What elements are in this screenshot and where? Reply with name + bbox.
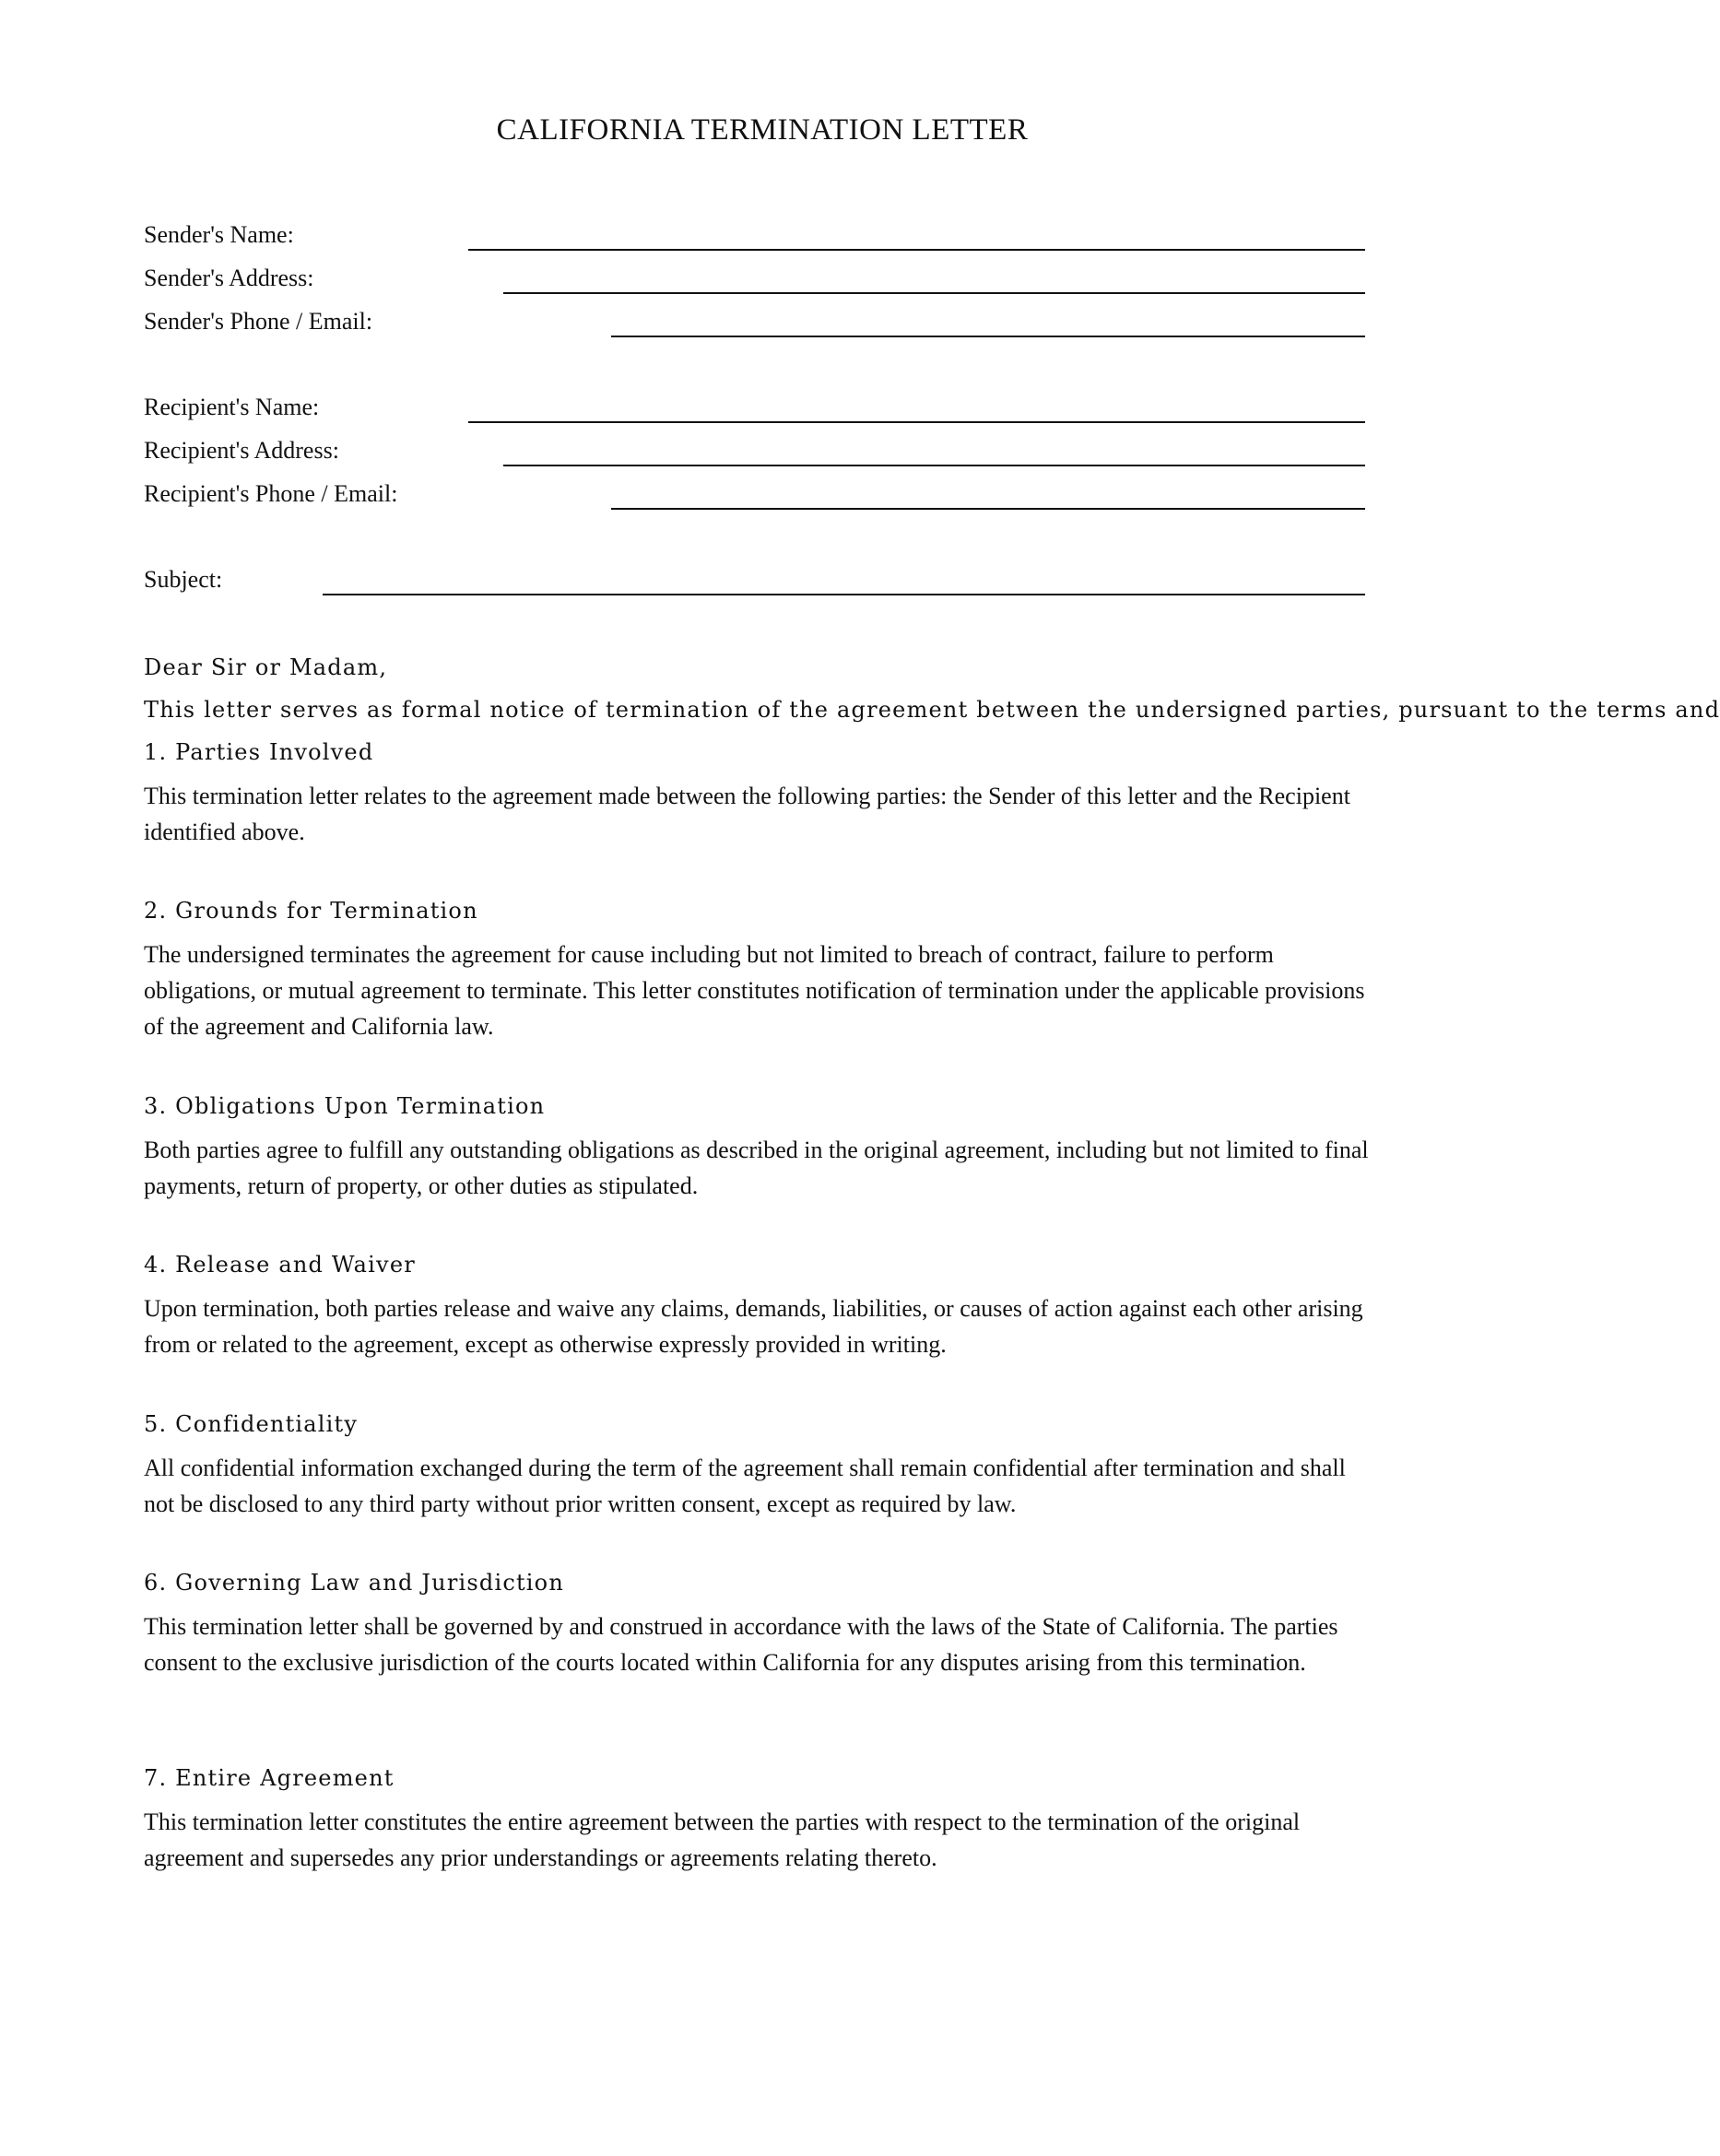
section-heading: 2. Grounds for Termination	[144, 898, 478, 924]
sender-contact-line[interactable]	[611, 336, 1365, 337]
recipient-address-label: Recipient's Address:	[144, 437, 339, 464]
section-heading: 5. Confidentiality	[144, 1411, 359, 1437]
subject-line[interactable]	[323, 594, 1365, 595]
section-heading: 6. Governing Law and Jurisdiction	[144, 1570, 564, 1596]
section-body: Both parties agree to fulfill any outstanding obligations as described in the original agreement, including but not limited to final payments, return of property, or other duties as stipulated.	[144, 1137, 1369, 1199]
section-heading: 7. Entire Agreement	[144, 1765, 395, 1791]
sender-name-label: Sender's Name:	[144, 221, 294, 248]
document-title: CALIFORNIA TERMINATION LETTER	[496, 113, 1029, 147]
recipient-name-line[interactable]	[468, 421, 1365, 423]
section-body: Upon termination, both parties release and waive any claims, demands, liabilities, or causes of action against each other arising from or related to the agreement, except as otherwise expressly provided in writing.	[144, 1295, 1363, 1358]
recipient-name-label: Recipient's Name:	[144, 394, 320, 420]
section-heading: 3. Obligations Upon Termination	[144, 1093, 546, 1119]
recipient-address-line[interactable]	[503, 465, 1365, 466]
recipient-contact-line[interactable]	[611, 508, 1365, 510]
sender-address-label: Sender's Address:	[144, 265, 314, 291]
section-body: This termination letter relates to the agreement made between the following parties: the Sender of this letter and the Recipient identified above.	[144, 783, 1350, 845]
subject-label: Subject:	[144, 566, 223, 593]
section-body: This termination letter shall be governed by and construed in accordance with the laws of the State of California. The parties consent to the exclusive jurisdiction of the courts located within California for any disputes arising from this termination.	[144, 1613, 1338, 1676]
sender-contact-label: Sender's Phone / Email:	[144, 308, 373, 335]
sender-name-line[interactable]	[468, 249, 1365, 251]
section-heading: 4. Release and Waiver	[144, 1252, 416, 1278]
section-body: The undersigned terminates the agreement for cause including but not limited to breach of contract, failure to perform obligations, or mutual agreement to terminate. This letter constitutes notification of termination under the applicable provisions of the agreement and California law.	[144, 941, 1365, 1040]
section-body: All confidential information exchanged during the term of the agreement shall remain confidential after termination and shall not be disclosed to any third party without prior written consent, except as required by law.	[144, 1455, 1346, 1517]
sender-address-line[interactable]	[503, 292, 1365, 294]
intro-paragraph: This letter serves as formal notice of termination of the agreement between the undersigned parties, pursuant to the terms and	[144, 697, 1720, 723]
salutation: Dear Sir or Madam,	[144, 654, 388, 680]
section-body: This termination letter constitutes the entire agreement between the parties with respect to the termination of the original agreement and supersedes any prior understandings or agreements relating thereto.	[144, 1808, 1301, 1871]
section-heading: 1. Parties Involved	[144, 739, 374, 765]
recipient-contact-label: Recipient's Phone / Email:	[144, 480, 398, 507]
